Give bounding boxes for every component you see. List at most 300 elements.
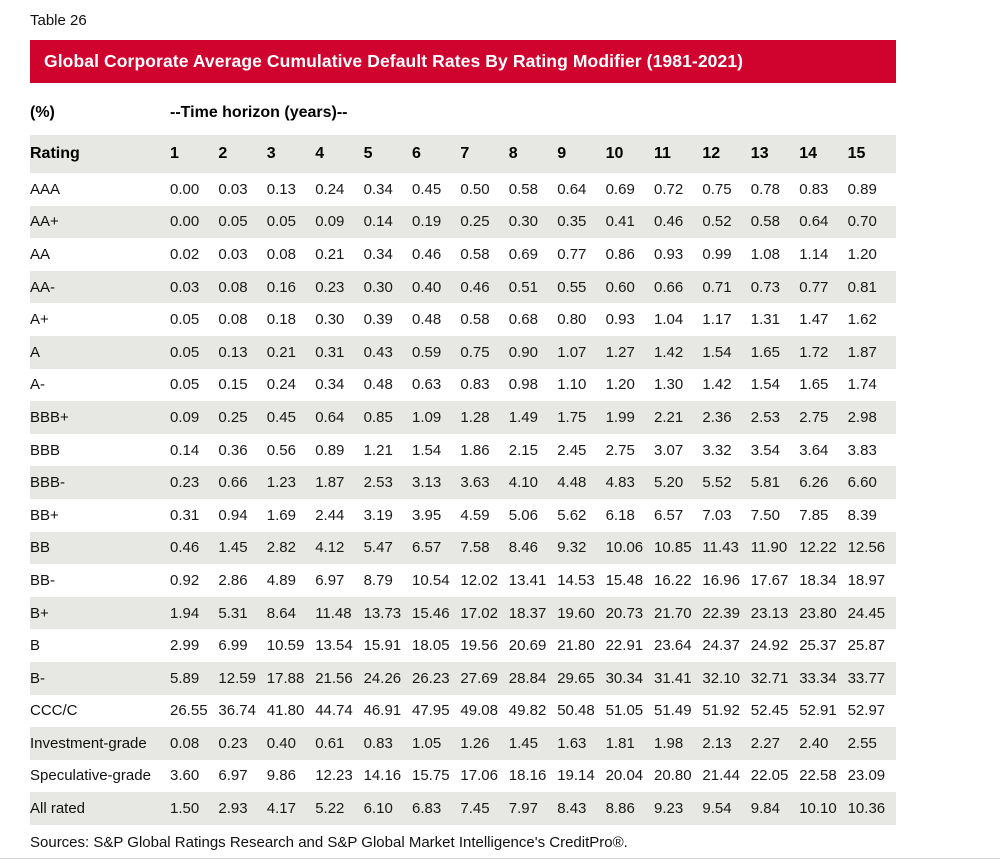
value-cell: 17.06 bbox=[460, 767, 498, 785]
value-cell: 2.45 bbox=[557, 441, 587, 459]
value-cell: 2.27 bbox=[750, 734, 780, 752]
value-cell: 15.75 bbox=[412, 767, 450, 785]
value-cell: 20.04 bbox=[605, 767, 644, 785]
value-cell: 5.89 bbox=[170, 669, 200, 687]
value-cell: 1.69 bbox=[266, 506, 296, 524]
value-cell: 0.63 bbox=[412, 376, 442, 394]
value-cell: 26.23 bbox=[412, 669, 450, 687]
value-cell: 18.05 bbox=[412, 637, 450, 655]
value-cell: 8.86 bbox=[605, 800, 635, 818]
value-cell: 1.54 bbox=[412, 441, 442, 459]
value-cell: 1.47 bbox=[799, 311, 829, 329]
value-cell: 0.14 bbox=[170, 441, 200, 459]
value-cell: 1.14 bbox=[799, 245, 829, 263]
value-cell: 0.64 bbox=[799, 213, 829, 231]
value-cell: 0.75 bbox=[702, 180, 732, 198]
table-row bbox=[30, 662, 896, 695]
table-row bbox=[30, 564, 896, 597]
value-cell: 1.20 bbox=[847, 245, 877, 263]
value-cell: 1.07 bbox=[557, 343, 587, 361]
value-cell: 0.60 bbox=[605, 278, 635, 296]
value-cell: 0.50 bbox=[460, 180, 490, 198]
value-cell: 18.37 bbox=[508, 604, 547, 622]
value-cell: 0.35 bbox=[557, 213, 587, 231]
rating-cell: B bbox=[30, 637, 41, 655]
value-cell: 1.63 bbox=[557, 734, 587, 752]
rating-cell: AA+ bbox=[30, 213, 59, 231]
value-cell: 18.16 bbox=[508, 767, 547, 785]
value-cell: 15.91 bbox=[363, 637, 402, 655]
table-row bbox=[30, 369, 896, 402]
value-cell: 0.48 bbox=[363, 376, 393, 394]
value-cell: 1.72 bbox=[799, 343, 829, 361]
value-cell: 4.17 bbox=[266, 800, 296, 818]
value-cell: 1.27 bbox=[605, 343, 635, 361]
value-cell: 0.15 bbox=[218, 376, 248, 394]
value-cell: 1.54 bbox=[702, 343, 732, 361]
value-cell: 0.13 bbox=[266, 180, 296, 198]
value-cell: 0.39 bbox=[363, 311, 393, 329]
value-cell: 21.56 bbox=[315, 669, 353, 687]
value-cell: 0.03 bbox=[170, 278, 200, 296]
value-cell: 6.97 bbox=[315, 571, 345, 589]
value-cell: 15.46 bbox=[412, 604, 450, 622]
value-cell: 2.21 bbox=[654, 408, 684, 426]
value-cell: 0.40 bbox=[266, 734, 296, 752]
value-cell: 17.67 bbox=[750, 571, 789, 589]
value-cell: 1.08 bbox=[750, 245, 780, 263]
time-horizon-label: --Time horizon (years)-- bbox=[170, 104, 348, 121]
value-cell: 9.86 bbox=[266, 767, 296, 785]
table-row bbox=[30, 629, 896, 662]
value-cell: 0.05 bbox=[170, 343, 200, 361]
value-cell: 0.05 bbox=[218, 213, 248, 231]
value-cell: 18.34 bbox=[799, 571, 837, 589]
value-cell: 6.99 bbox=[218, 637, 248, 655]
value-cell: 7.03 bbox=[702, 506, 732, 524]
value-cell: 0.83 bbox=[460, 376, 490, 394]
value-cell: 4.59 bbox=[460, 506, 490, 524]
value-cell: 0.68 bbox=[508, 311, 538, 329]
value-cell: 15.48 bbox=[605, 571, 644, 589]
value-cell: 0.08 bbox=[218, 278, 248, 296]
value-cell: 1.65 bbox=[750, 343, 780, 361]
value-cell: 0.03 bbox=[218, 245, 248, 263]
value-cell: 0.52 bbox=[702, 213, 732, 231]
value-cell: 0.61 bbox=[315, 734, 345, 752]
value-cell: 0.58 bbox=[508, 180, 538, 198]
value-cell: 1.94 bbox=[170, 604, 200, 622]
value-cell: 0.86 bbox=[605, 245, 635, 263]
value-cell: 19.56 bbox=[460, 637, 498, 655]
rating-cell: CCC/C bbox=[30, 702, 78, 720]
value-cell: 0.51 bbox=[508, 278, 538, 296]
value-cell: 0.16 bbox=[266, 278, 296, 296]
value-cell: 36.74 bbox=[218, 702, 256, 720]
value-cell: 0.08 bbox=[266, 245, 296, 263]
rating-cell: AAA bbox=[30, 180, 61, 198]
value-cell: 2.53 bbox=[750, 408, 780, 426]
value-cell: 0.18 bbox=[266, 311, 296, 329]
table-title: Global Corporate Average Cumulative Default Rates By Rating Modifier (1981-2021) bbox=[44, 51, 744, 71]
value-cell: 19.14 bbox=[557, 767, 595, 785]
value-cell: 1.23 bbox=[266, 474, 296, 492]
value-cell: 0.30 bbox=[315, 311, 345, 329]
rating-cell: Investment-grade bbox=[30, 734, 147, 752]
value-cell: 41.80 bbox=[266, 702, 305, 720]
value-cell: 32.10 bbox=[702, 669, 740, 687]
value-cell: 0.93 bbox=[605, 311, 635, 329]
value-cell: 1.75 bbox=[557, 408, 587, 426]
value-cell: 17.02 bbox=[460, 604, 498, 622]
rating-cell: BBB- bbox=[30, 474, 66, 492]
value-cell: 1.09 bbox=[412, 408, 442, 426]
value-cell: 0.46 bbox=[460, 278, 490, 296]
value-cell: 7.97 bbox=[508, 800, 538, 818]
value-cell: 23.13 bbox=[750, 604, 789, 622]
value-cell: 0.41 bbox=[605, 213, 635, 231]
value-cell: 6.18 bbox=[605, 506, 635, 524]
value-cell: 2.93 bbox=[218, 800, 248, 818]
value-cell: 0.58 bbox=[460, 245, 490, 263]
value-cell: 21.70 bbox=[654, 604, 692, 622]
value-cell: 0.94 bbox=[218, 506, 248, 524]
value-cell: 1.99 bbox=[605, 408, 635, 426]
value-cell: 24.37 bbox=[702, 637, 740, 655]
value-cell: 16.96 bbox=[702, 571, 740, 589]
value-cell: 0.59 bbox=[412, 343, 442, 361]
value-cell: 7.85 bbox=[799, 506, 829, 524]
value-cell: 0.56 bbox=[266, 441, 296, 459]
value-cell: 1.86 bbox=[460, 441, 490, 459]
value-cell: 0.48 bbox=[412, 311, 442, 329]
subheader-row bbox=[30, 98, 896, 128]
value-cell: 0.89 bbox=[847, 180, 877, 198]
header-year-10: 10 bbox=[605, 145, 624, 162]
table-row bbox=[30, 303, 896, 336]
value-cell: 3.54 bbox=[750, 441, 780, 459]
rating-cell: AA- bbox=[30, 278, 56, 296]
value-cell: 23.80 bbox=[799, 604, 837, 622]
value-cell: 9.54 bbox=[702, 800, 732, 818]
value-cell: 0.31 bbox=[315, 343, 345, 361]
table-row bbox=[30, 434, 896, 467]
value-cell: 8.46 bbox=[508, 539, 538, 557]
value-cell: 10.10 bbox=[799, 800, 837, 818]
unit-label: (%) bbox=[30, 104, 55, 121]
value-cell: 0.64 bbox=[557, 180, 587, 198]
value-cell: 0.31 bbox=[170, 506, 200, 524]
value-cell: 2.36 bbox=[702, 408, 732, 426]
rating-cell: A+ bbox=[30, 311, 49, 329]
value-cell: 2.82 bbox=[266, 539, 296, 557]
value-cell: 5.20 bbox=[654, 474, 684, 492]
value-cell: 5.47 bbox=[363, 539, 393, 557]
value-cell: 5.22 bbox=[315, 800, 345, 818]
value-cell: 13.73 bbox=[363, 604, 402, 622]
rating-cell: BB- bbox=[30, 571, 56, 589]
table-row bbox=[30, 206, 896, 239]
value-cell: 1.62 bbox=[847, 311, 877, 329]
value-cell: 5.31 bbox=[218, 604, 248, 622]
value-cell: 0.30 bbox=[508, 213, 538, 231]
value-cell: 1.45 bbox=[508, 734, 538, 752]
table-row bbox=[30, 173, 896, 206]
value-cell: 0.90 bbox=[508, 343, 538, 361]
header-year-5: 5 bbox=[363, 145, 373, 162]
value-cell: 0.77 bbox=[557, 245, 587, 263]
table-row bbox=[30, 336, 896, 369]
value-cell: 22.91 bbox=[605, 637, 644, 655]
value-cell: 0.64 bbox=[315, 408, 345, 426]
value-cell: 8.79 bbox=[363, 571, 393, 589]
value-cell: 0.77 bbox=[799, 278, 829, 296]
value-cell: 11.43 bbox=[702, 539, 739, 557]
value-cell: 6.26 bbox=[799, 474, 829, 492]
value-cell: 10.06 bbox=[605, 539, 644, 557]
value-cell: 1.81 bbox=[605, 734, 635, 752]
value-cell: 51.05 bbox=[605, 702, 644, 720]
header-rating: Rating bbox=[30, 145, 80, 162]
value-cell: 14.53 bbox=[557, 571, 595, 589]
value-cell: 0.46 bbox=[412, 245, 442, 263]
header-year-9: 9 bbox=[557, 145, 567, 162]
value-cell: 22.39 bbox=[702, 604, 740, 622]
table-row bbox=[30, 695, 896, 728]
value-cell: 30.34 bbox=[605, 669, 644, 687]
value-cell: 0.75 bbox=[460, 343, 490, 361]
value-cell: 7.58 bbox=[460, 539, 490, 557]
value-cell: 0.23 bbox=[315, 278, 345, 296]
value-cell: 0.13 bbox=[218, 343, 248, 361]
value-cell: 0.99 bbox=[702, 245, 732, 263]
value-cell: 0.00 bbox=[170, 213, 200, 231]
header-year-3: 3 bbox=[266, 145, 276, 162]
rating-cell: AA bbox=[30, 245, 51, 263]
value-cell: 1.45 bbox=[218, 539, 248, 557]
value-cell: 0.69 bbox=[508, 245, 538, 263]
header-year-11: 11 bbox=[654, 145, 671, 162]
value-cell: 6.57 bbox=[654, 506, 684, 524]
value-cell: 4.83 bbox=[605, 474, 635, 492]
table-number-label: Table 26 bbox=[30, 12, 87, 29]
value-cell: 1.04 bbox=[654, 311, 684, 329]
value-cell: 0.21 bbox=[266, 343, 296, 361]
value-cell: 0.25 bbox=[460, 213, 490, 231]
value-cell: 21.44 bbox=[702, 767, 740, 785]
value-cell: 49.08 bbox=[460, 702, 498, 720]
value-cell: 4.12 bbox=[315, 539, 345, 557]
value-cell: 1.10 bbox=[557, 376, 587, 394]
value-cell: 4.89 bbox=[266, 571, 296, 589]
value-cell: 0.73 bbox=[750, 278, 780, 296]
rating-cell: BBB+ bbox=[30, 408, 69, 426]
value-cell: 0.58 bbox=[750, 213, 780, 231]
value-cell: 1.21 bbox=[363, 441, 393, 459]
table-row bbox=[30, 727, 896, 760]
value-cell: 8.43 bbox=[557, 800, 587, 818]
rating-cell: A- bbox=[30, 376, 45, 394]
sources-note: Sources: S&P Global Ratings Research and S&P Global Market Intelligence's CreditPro®. bbox=[30, 833, 628, 851]
value-cell: 0.34 bbox=[315, 376, 345, 394]
value-cell: 46.91 bbox=[363, 702, 402, 720]
table-row bbox=[30, 597, 896, 630]
value-cell: 27.69 bbox=[460, 669, 498, 687]
value-cell: 0.19 bbox=[412, 213, 442, 231]
value-cell: 31.41 bbox=[654, 669, 692, 687]
value-cell: 49.82 bbox=[508, 702, 547, 720]
value-cell: 0.40 bbox=[412, 278, 442, 296]
table-body bbox=[30, 173, 896, 825]
value-cell: 5.52 bbox=[702, 474, 732, 492]
value-cell: 0.66 bbox=[654, 278, 684, 296]
value-cell: 0.03 bbox=[218, 180, 248, 198]
value-cell: 0.24 bbox=[266, 376, 296, 394]
value-cell: 52.91 bbox=[799, 702, 837, 720]
table-header-row bbox=[30, 135, 896, 173]
value-cell: 0.05 bbox=[170, 376, 200, 394]
value-cell: 0.21 bbox=[315, 245, 345, 263]
value-cell: 3.63 bbox=[460, 474, 490, 492]
value-cell: 0.34 bbox=[363, 180, 393, 198]
value-cell: 0.45 bbox=[266, 408, 296, 426]
value-cell: 2.15 bbox=[508, 441, 538, 459]
value-cell: 1.65 bbox=[799, 376, 829, 394]
value-cell: 2.44 bbox=[315, 506, 345, 524]
value-cell: 5.62 bbox=[557, 506, 587, 524]
value-cell: 10.59 bbox=[266, 637, 305, 655]
value-cell: 1.17 bbox=[702, 311, 732, 329]
value-cell: 4.48 bbox=[557, 474, 587, 492]
value-cell: 2.86 bbox=[218, 571, 248, 589]
value-cell: 52.97 bbox=[847, 702, 886, 720]
value-cell: 0.81 bbox=[847, 278, 877, 296]
value-cell: 2.99 bbox=[170, 637, 200, 655]
value-cell: 0.05 bbox=[266, 213, 296, 231]
table-row bbox=[30, 401, 896, 434]
value-cell: 20.73 bbox=[605, 604, 644, 622]
value-cell: 25.87 bbox=[847, 637, 886, 655]
value-cell: 0.09 bbox=[170, 408, 200, 426]
value-cell: 13.41 bbox=[508, 571, 547, 589]
value-cell: 17.88 bbox=[266, 669, 305, 687]
value-cell: 0.43 bbox=[363, 343, 393, 361]
value-cell: 0.36 bbox=[218, 441, 248, 459]
value-cell: 12.59 bbox=[218, 669, 256, 687]
value-cell: 52.45 bbox=[750, 702, 789, 720]
value-cell: 0.89 bbox=[315, 441, 345, 459]
value-cell: 9.23 bbox=[654, 800, 684, 818]
value-cell: 29.65 bbox=[557, 669, 595, 687]
value-cell: 0.23 bbox=[170, 474, 200, 492]
value-cell: 0.92 bbox=[170, 571, 200, 589]
value-cell: 1.49 bbox=[508, 408, 538, 426]
rating-cell: B- bbox=[30, 669, 45, 687]
value-cell: 0.08 bbox=[170, 734, 200, 752]
value-cell: 4.10 bbox=[508, 474, 538, 492]
value-cell: 2.75 bbox=[605, 441, 635, 459]
table-row bbox=[30, 760, 896, 793]
header-year-13: 13 bbox=[750, 145, 769, 162]
value-cell: 6.97 bbox=[218, 767, 248, 785]
value-cell: 3.13 bbox=[412, 474, 442, 492]
value-cell: 8.64 bbox=[266, 604, 296, 622]
value-cell: 3.60 bbox=[170, 767, 200, 785]
value-cell: 2.75 bbox=[799, 408, 829, 426]
header-year-2: 2 bbox=[218, 145, 228, 162]
value-cell: 0.69 bbox=[605, 180, 635, 198]
value-cell: 0.00 bbox=[170, 180, 200, 198]
value-cell: 11.90 bbox=[750, 539, 788, 557]
value-cell: 0.78 bbox=[750, 180, 780, 198]
value-cell: 44.74 bbox=[315, 702, 353, 720]
table-row bbox=[30, 792, 896, 825]
value-cell: 0.46 bbox=[170, 539, 200, 557]
title-banner bbox=[30, 40, 896, 83]
table-row bbox=[30, 238, 896, 271]
value-cell: 1.26 bbox=[460, 734, 490, 752]
value-cell: 51.92 bbox=[702, 702, 740, 720]
table-row bbox=[30, 499, 896, 532]
value-cell: 3.32 bbox=[702, 441, 732, 459]
value-cell: 20.69 bbox=[508, 637, 547, 655]
value-cell: 1.50 bbox=[170, 800, 200, 818]
value-cell: 0.72 bbox=[654, 180, 684, 198]
value-cell: 13.54 bbox=[315, 637, 353, 655]
table-row bbox=[30, 532, 896, 565]
value-cell: 22.58 bbox=[799, 767, 837, 785]
header-year-1: 1 bbox=[170, 145, 179, 162]
value-cell: 1.87 bbox=[315, 474, 345, 492]
value-cell: 10.54 bbox=[412, 571, 450, 589]
value-cell: 6.57 bbox=[412, 539, 442, 557]
header-year-14: 14 bbox=[799, 145, 817, 162]
value-cell: 0.46 bbox=[654, 213, 684, 231]
value-cell: 19.60 bbox=[557, 604, 595, 622]
value-cell: 0.23 bbox=[218, 734, 248, 752]
value-cell: 2.13 bbox=[702, 734, 732, 752]
value-cell: 18.97 bbox=[847, 571, 886, 589]
value-cell: 28.84 bbox=[508, 669, 547, 687]
value-cell: 12.56 bbox=[847, 539, 886, 557]
value-cell: 50.48 bbox=[557, 702, 595, 720]
value-cell: 0.30 bbox=[363, 278, 393, 296]
page-bottom-divider bbox=[0, 858, 1000, 859]
value-cell: 14.16 bbox=[363, 767, 402, 785]
value-cell: 0.83 bbox=[363, 734, 393, 752]
value-cell: 20.80 bbox=[654, 767, 692, 785]
value-cell: 2.98 bbox=[847, 408, 877, 426]
value-cell: 0.08 bbox=[218, 311, 248, 329]
value-cell: 0.02 bbox=[170, 245, 200, 263]
value-cell: 24.92 bbox=[750, 637, 789, 655]
value-cell: 2.55 bbox=[847, 734, 877, 752]
value-cell: 9.84 bbox=[750, 800, 780, 818]
header-year-12: 12 bbox=[702, 145, 721, 162]
value-cell: 1.42 bbox=[654, 343, 684, 361]
value-cell: 16.22 bbox=[654, 571, 692, 589]
header-year-8: 8 bbox=[508, 145, 518, 162]
rating-cell: BBB bbox=[30, 441, 61, 459]
value-cell: 1.54 bbox=[750, 376, 780, 394]
value-cell: 6.10 bbox=[363, 800, 393, 818]
rating-cell: BB bbox=[30, 539, 51, 557]
value-cell: 0.93 bbox=[654, 245, 684, 263]
value-cell: 0.66 bbox=[218, 474, 248, 492]
header-year-15: 15 bbox=[847, 145, 866, 162]
value-cell: 0.98 bbox=[508, 376, 538, 394]
value-cell: 0.24 bbox=[315, 180, 345, 198]
